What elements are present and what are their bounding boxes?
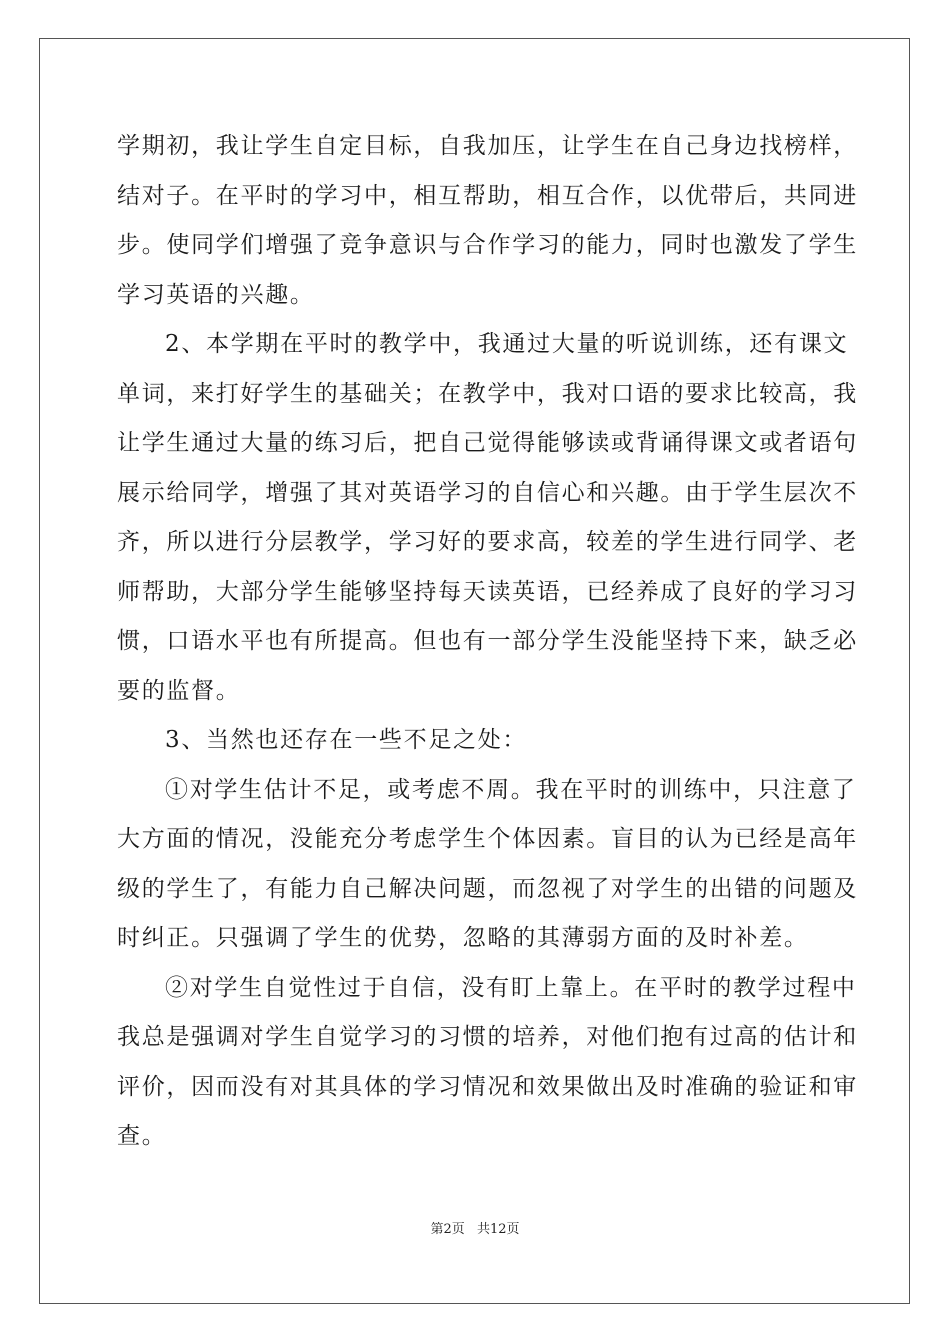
text-line: 展示给同学，增强了其对英语学习的自信心和兴趣。由于学生层次不: [117, 479, 858, 506]
text-line: 惯，口语水平也有所提高。但也有一部分学生没能坚持下来，缺乏必: [117, 628, 858, 654]
text-line: 3、当然也还存在一些不足之处：: [165, 727, 528, 753]
document-body: [117, 122, 858, 1162]
text-line: 时纠正。只强调了学生的优势，忽略的其薄弱方面的及时补差。: [117, 925, 809, 951]
text-line: 学期初，我让学生自定目标，自我加压，让学生在自己身边找榜样，: [117, 133, 858, 159]
page-number: 第2页: [430, 1222, 465, 1237]
text-line: ②对学生自觉性过于自信，没有盯上靠上。在平时的教学过程中: [165, 974, 857, 1001]
text-line: 步。使同学们增强了竞争意识与合作学习的能力，同时也激发了学生: [117, 232, 858, 258]
text-line: 我总是强调对学生自觉学习的习惯的培养，对他们抱有过高的估计和: [117, 1024, 858, 1050]
page-footer: [0, 1218, 950, 1237]
text-line: ①对学生估计不足，或考虑不周。我在平时的训练中，只注意了: [165, 776, 857, 803]
text-line: 学习英语的兴趣。: [117, 281, 315, 308]
page-total: 共12页: [476, 1222, 520, 1237]
text-line: 查。: [117, 1123, 167, 1149]
text-line: 评价，因而没有对其具体的学习情况和效果做出及时准确的验证和审: [117, 1073, 858, 1100]
text-line: 师帮助，大部分学生能够坚持每天读英语，已经养成了良好的学习习: [117, 578, 858, 605]
text-line: 单词，来打好学生的基础关；在教学中，我对口语的要求比较高，我: [117, 380, 858, 407]
text-line: 齐，所以进行分层教学，学习好的要求高，较差的学生进行同学、老: [117, 529, 858, 555]
text-line: 级的学生了，有能力自己解决问题，而忽视了对学生的出错的问题及: [117, 875, 858, 902]
text-line: 结对子。在平时的学习中，相互帮助，相互合作，以优带后，共同进: [117, 182, 858, 209]
text-line: 要的监督。: [117, 677, 241, 704]
text-line: 2、本学期在平时的教学中，我通过大量的听说训练，还有课文: [165, 331, 849, 357]
text-line: 大方面的情况，没能充分考虑学生个体因素。盲目的认为已经是高年: [117, 826, 858, 852]
text-line: 让学生通过大量的练习后，把自己觉得能够读或背诵得课文或者语句: [117, 430, 858, 456]
